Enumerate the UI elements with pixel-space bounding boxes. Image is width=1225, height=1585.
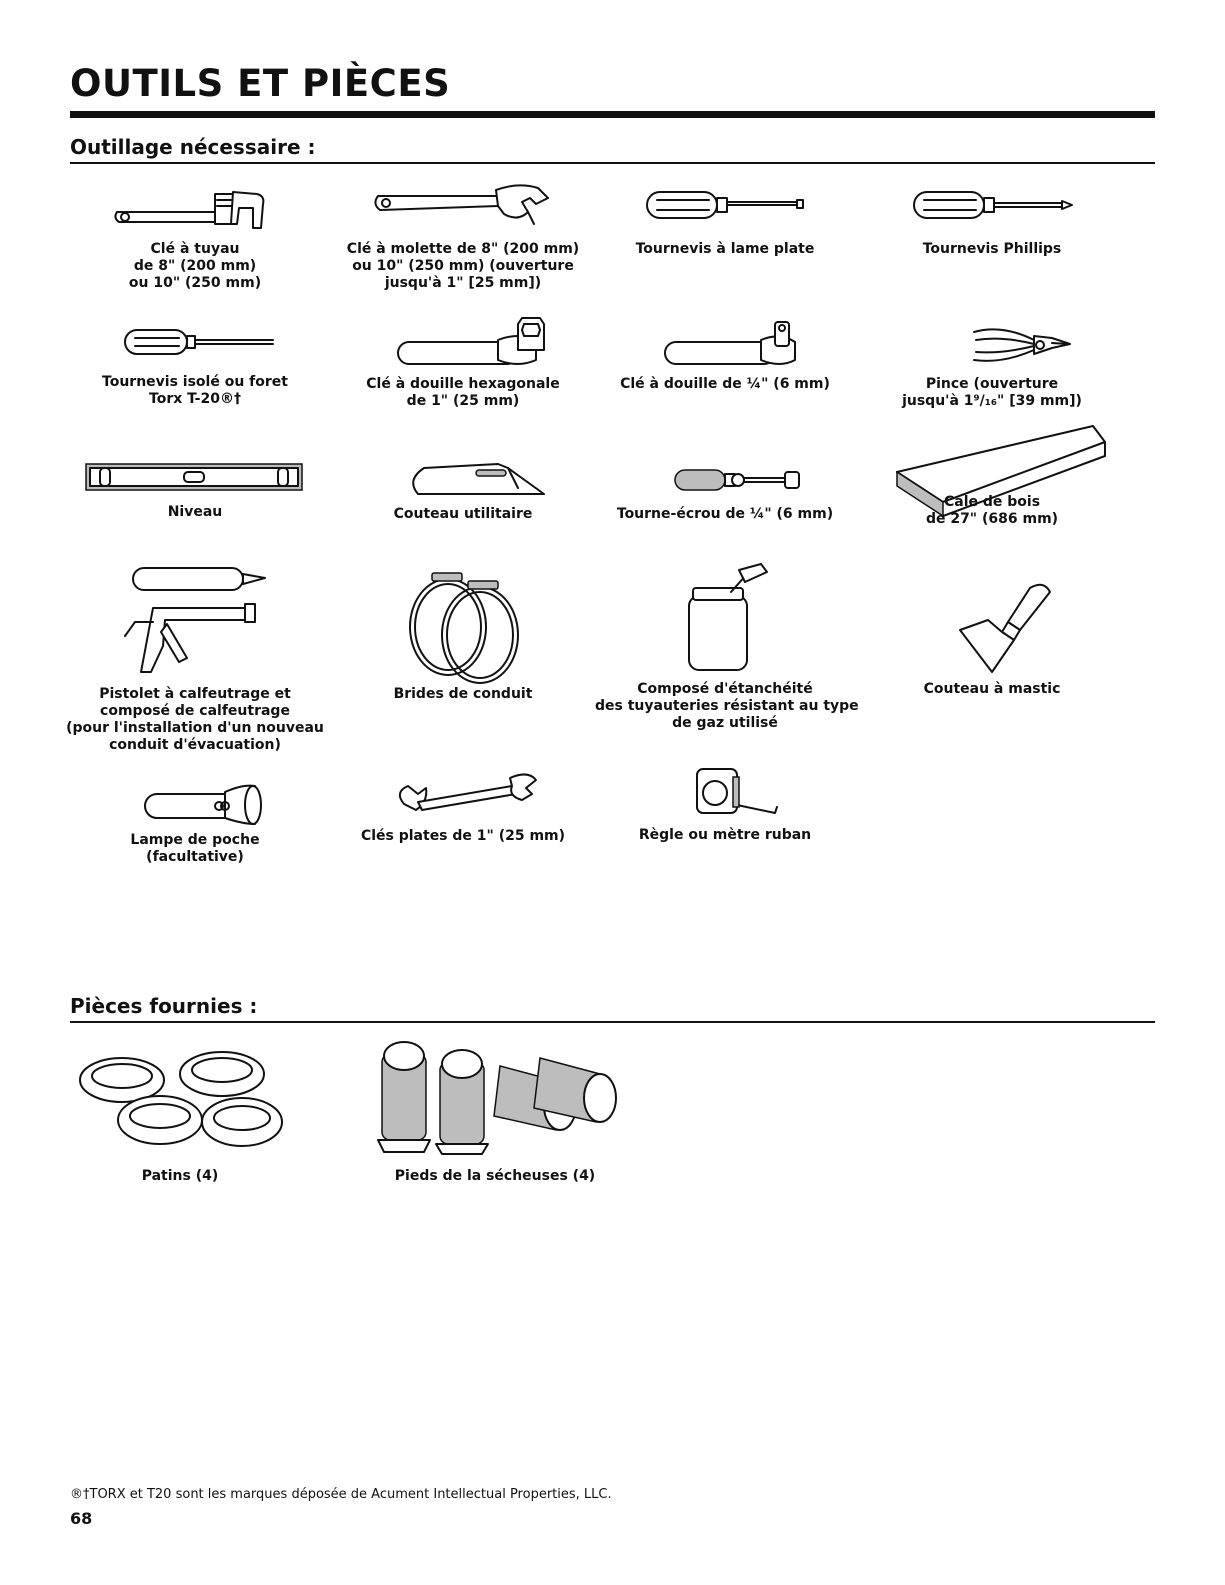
tool-flashlight xyxy=(65,782,325,866)
caulking-gun-icon xyxy=(105,560,285,680)
sealant-jar-icon xyxy=(635,560,815,675)
tool-caption: Couteau à mastic xyxy=(923,681,1061,697)
tool-caption: Tourne-écrou de ¼" (6 mm) xyxy=(616,506,834,522)
pipe-wrench-icon xyxy=(105,180,285,235)
utility-knife-icon xyxy=(368,450,558,500)
hex-socket-wrench-icon xyxy=(368,310,558,370)
tool-caption: Lampe de poche (facultative) xyxy=(130,832,260,865)
tool-caption: Clé à douille de ¼" (6 mm) xyxy=(620,376,830,392)
tool-tape-measure xyxy=(595,765,855,844)
tools-section-heading: Outillage nécessaire : xyxy=(70,135,316,159)
wood-block-icon xyxy=(867,420,1117,504)
tool-caption: Règle ou mètre ruban xyxy=(638,827,812,843)
parts-section-heading: Pièces fournies : xyxy=(70,994,258,1018)
tool-putty-knife xyxy=(862,580,1122,698)
open-end-wrench-icon xyxy=(368,770,558,822)
feet-pads-icon xyxy=(70,1040,290,1158)
tool-caption: Brides de conduit xyxy=(393,686,533,702)
flat-screwdriver-icon xyxy=(635,180,815,235)
tool-nut-driver xyxy=(595,462,855,523)
part-caption: Patins (4) xyxy=(141,1168,219,1184)
tool-caption: Niveau xyxy=(167,504,223,520)
tool-caption: Couteau utilitaire xyxy=(393,506,533,522)
tool-open-end-wrench xyxy=(333,770,593,845)
tool-caption: Clé à tuyau de 8" (200 mm) ou 10" (250 mm) xyxy=(128,241,262,291)
tool-caption: Clé à douille hexagonale de 1" (25 mm) xyxy=(366,376,560,409)
tool-caption: Tournevis à lame plate xyxy=(635,241,815,257)
tool-socket-wrench xyxy=(595,310,855,393)
tool-caption: Cale de bois de 27" (686 mm) xyxy=(925,494,1059,527)
adjustable-wrench-icon xyxy=(368,180,558,235)
pliers-icon xyxy=(902,318,1082,370)
tool-pipe-wrench xyxy=(65,180,325,292)
dryer-feet-icon xyxy=(360,1036,630,1158)
tool-utility-knife xyxy=(333,450,593,523)
tool-caption: Tournevis Phillips xyxy=(922,241,1062,257)
tool-duct-clamps xyxy=(333,565,593,703)
tool-pliers xyxy=(862,318,1122,410)
flashlight-icon xyxy=(105,782,285,826)
torx-screwdriver-icon xyxy=(105,318,285,368)
part-feet-pads xyxy=(70,1040,290,1185)
part-dryer-feet xyxy=(360,1036,630,1185)
tool-caption: Clés plates de 1" (25 mm) xyxy=(360,828,566,844)
nut-driver-icon xyxy=(635,462,815,500)
page-number: 68 xyxy=(70,1509,93,1528)
title-rule xyxy=(70,111,1155,118)
tool-caption: Tournevis isolé ou foret Torx T-20®† xyxy=(102,374,288,407)
tool-wood-block xyxy=(862,420,1122,528)
tool-sealant-jar xyxy=(595,560,859,732)
tool-flat-screwdriver xyxy=(595,180,855,258)
tool-caption: Pistolet à calfeutrage et composé de calfeutrage (pour l'installation d'un nouveau conduit d'évacuation) xyxy=(66,686,324,753)
page-title: OUTILS ET PIÈCES xyxy=(70,62,451,105)
tool-caulking-gun xyxy=(65,560,325,754)
part-caption: Pieds de la sécheuses (4) xyxy=(394,1168,596,1184)
trademark-footnote: ®†TORX et T20 sont les marques déposée de Acument Intellectual Properties, LLC. xyxy=(70,1487,612,1502)
tape-measure-icon xyxy=(635,765,815,821)
tool-adjustable-wrench xyxy=(333,180,593,292)
level-icon xyxy=(80,458,310,498)
tool-caption: Composé d'étanchéité des tuyauteries résistant au type de gaz utilisé xyxy=(595,681,859,731)
tool-torx-screwdriver xyxy=(65,318,325,408)
putty-knife-icon xyxy=(902,580,1082,675)
parts-section-rule xyxy=(70,1021,1155,1023)
phillips-screwdriver-icon xyxy=(902,180,1082,235)
duct-clamps-icon xyxy=(368,565,558,680)
tool-phillips-screwdriver xyxy=(862,180,1122,258)
tools-section-rule xyxy=(70,162,1155,164)
tool-caption: Pince (ouverture jusqu'à 1⁹/₁₆" [39 mm]) xyxy=(902,376,1082,409)
tool-caption: Clé à molette de 8" (200 mm) ou 10" (250 mm) (ouverture jusqu'à 1" [25 mm]) xyxy=(346,241,580,291)
tool-hex-socket-wrench xyxy=(333,310,593,410)
socket-wrench-icon xyxy=(635,310,815,370)
tool-level xyxy=(65,458,325,521)
